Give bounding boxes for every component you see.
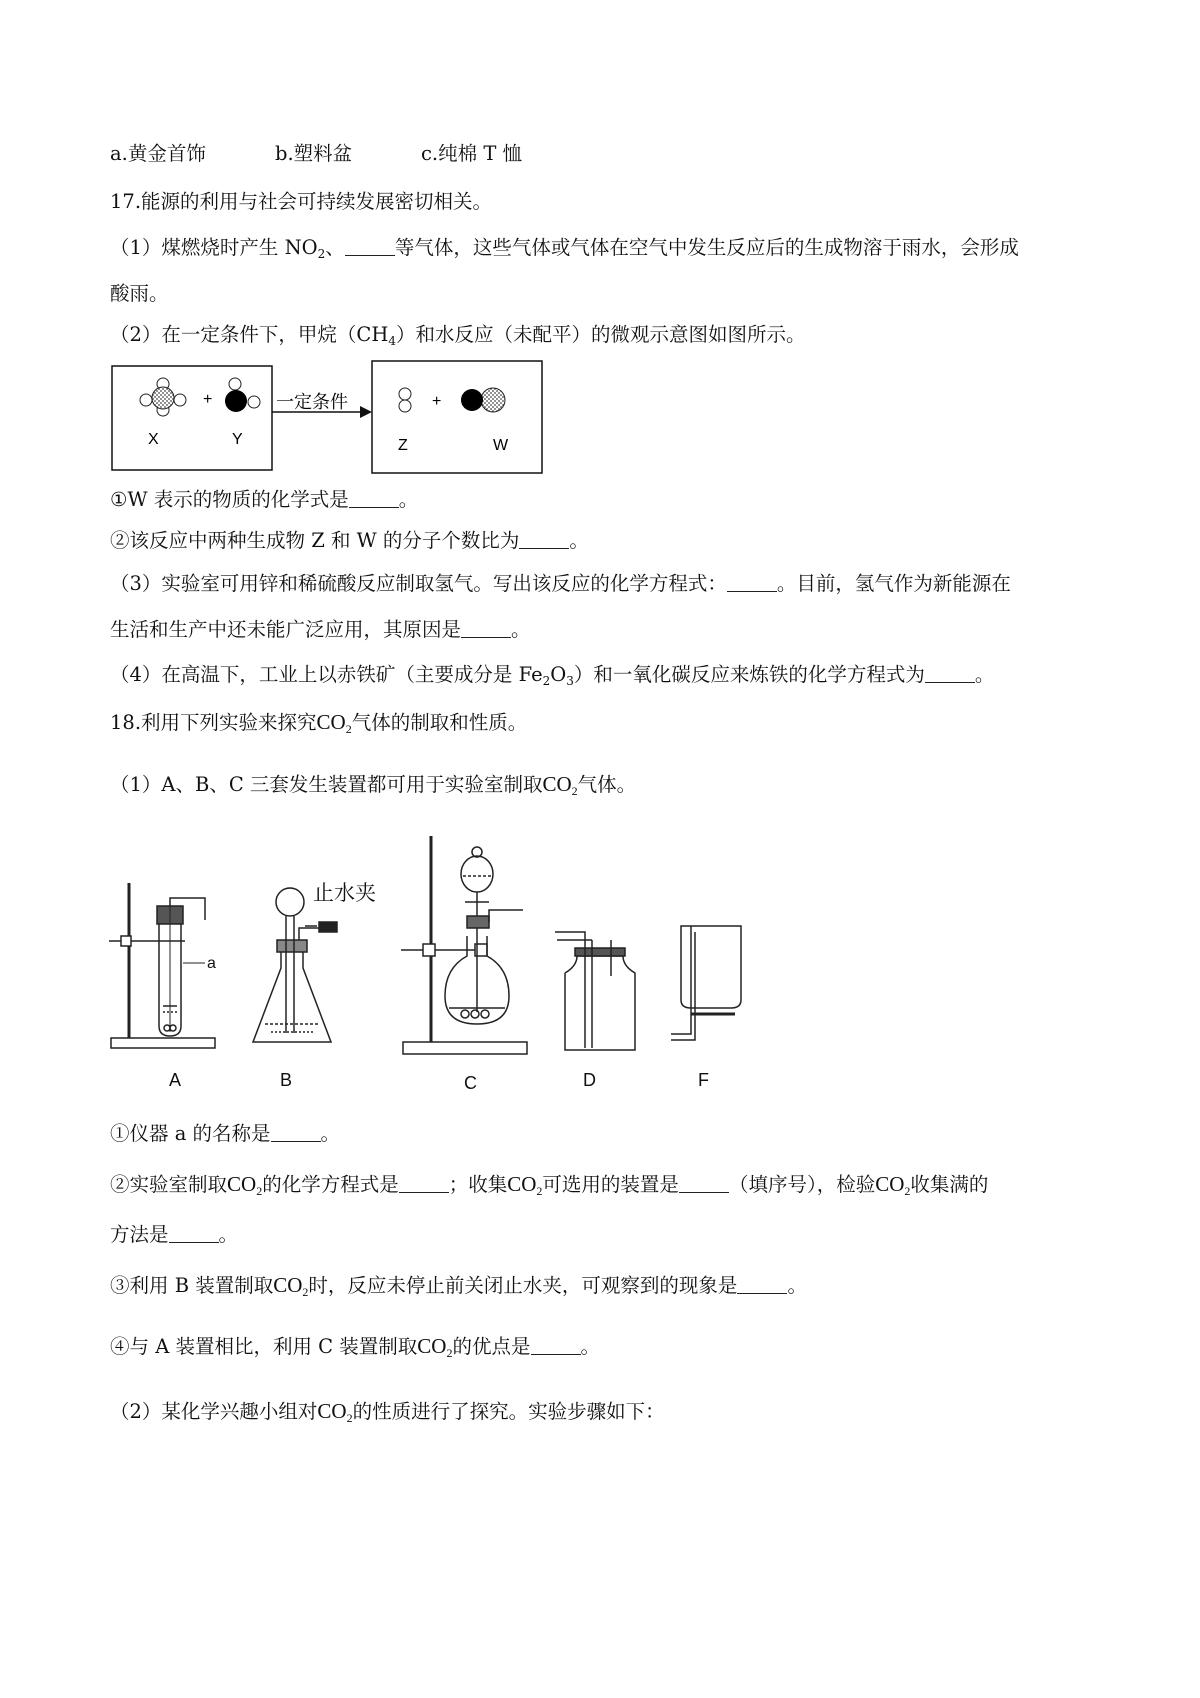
q18-sub2-line2: 方法是 。 — [110, 1223, 239, 1246]
answer-blank[interactable] — [271, 1123, 321, 1142]
q17-part3-line1: （3）实验室可用锌和稀硫酸反应制取氢气。写出该反应的化学方程式： 。目前，氢气作为新能源在 — [110, 572, 1011, 595]
label-c: C — [464, 1073, 477, 1093]
answer-blank[interactable] — [737, 1275, 787, 1294]
label-a: A — [169, 1070, 182, 1090]
q17-sub2: ②该反应中两种生成物 Z 和 W 的分子个数比为 。 — [110, 529, 589, 552]
reactants-box — [112, 366, 272, 470]
q17-part1-line1: （1）煤燃烧时产生 $NO_2$、 等气体，这些气体或气体在空气中发生反应后的生成物溶于雨水，会形成 — [110, 236, 1019, 261]
arrow-head-icon — [360, 406, 372, 418]
q18-sub1: ①仪器 a 的名称是 。 — [110, 1122, 341, 1145]
apparatus-c — [401, 836, 527, 1054]
label-w: W — [493, 437, 509, 454]
clamp-label: 止水夹 — [313, 882, 376, 905]
apparatus-a — [109, 883, 216, 1048]
apparatus-d — [555, 932, 635, 1050]
answer-blank[interactable] — [345, 237, 395, 256]
label-d: D — [583, 1070, 596, 1090]
answer-blank[interactable] — [727, 573, 777, 592]
option-c: c.纯棉 T 恤 — [421, 142, 523, 165]
answer-blank[interactable] — [349, 489, 399, 508]
apparatus-figure — [105, 828, 765, 1098]
answer-blank[interactable] — [461, 619, 511, 638]
answer-blank[interactable] — [531, 1336, 581, 1355]
q18-sub2-line1: ②实验室制取$CO_2$的化学方程式是 ；收集$CO_2$可选用的装置是 （填序号），检验$CO_2$收集满的 — [110, 1172, 989, 1198]
answer-blank[interactable] — [925, 664, 975, 683]
label-y: Y — [232, 431, 243, 448]
apparatus-f — [671, 926, 741, 1040]
q18-sub4: ④与 A 装置相比，利用 C 装置制取$CO_2$的优点是 。 — [110, 1334, 601, 1360]
answer-blank[interactable] — [679, 1174, 729, 1193]
plus-sign: + — [203, 391, 213, 408]
q17-sub1: ①W 表示的物质的化学式是 。 — [110, 488, 419, 511]
q17-part1-line2: 酸雨。 — [110, 282, 169, 305]
plus-sign: + — [432, 393, 442, 410]
label-z: Z — [398, 437, 408, 454]
products-box — [372, 361, 542, 473]
reaction-condition: 一定条件 — [276, 392, 348, 412]
reaction-diagram — [110, 360, 550, 476]
answer-blank[interactable] — [169, 1224, 219, 1243]
q18-title: 18.利用下列实验来探究$CO_2$气体的制取和性质。 — [110, 710, 528, 736]
answer-blank[interactable] — [399, 1174, 449, 1193]
hydrogen-molecule-icon — [399, 388, 411, 412]
options-line — [110, 141, 522, 167]
q18-part1: （1）A、B、C 三套发生装置都可用于实验室制取$CO_2$气体。 — [110, 772, 637, 798]
water-molecule-icon — [225, 378, 260, 412]
co-molecule-icon — [461, 388, 505, 412]
apparatus-b — [253, 882, 376, 1042]
q17-part4: （4）在高温下，工业上以赤铁矿（主要成分是 $Fe_2O_3$）和一氧化碳反应来炼铁的化学方程式为 。 — [110, 663, 995, 688]
methane-molecule-icon — [140, 378, 186, 416]
label-f: F — [698, 1070, 709, 1090]
q17-part2: （2）在一定条件下，甲烷$(CH_4)$和水反应（未配平）的微观示意图如图所示。 — [110, 323, 806, 348]
q18-part2: （2）某化学兴趣小组对$CO_2$的性质进行了探究。实验步骤如下： — [110, 1399, 665, 1425]
q17-title: 17.能源的利用与社会可持续发展密切相关。 — [110, 190, 493, 213]
part-a-label: a — [207, 955, 216, 972]
option-a: a.黄金首饰 — [110, 142, 206, 165]
q17-part3-line2: 生活和生产中还未能广泛应用，其原因是 。 — [110, 618, 531, 641]
answer-blank[interactable] — [519, 530, 569, 549]
label-b: B — [280, 1070, 293, 1090]
label-x: X — [148, 431, 159, 448]
q18-sub3: ③利用 B 装置制取$CO_2$时，反应未停止前关闭止水夹，可观察到的现象是 。 — [110, 1273, 807, 1299]
option-b: b.塑料盆 — [275, 142, 353, 165]
